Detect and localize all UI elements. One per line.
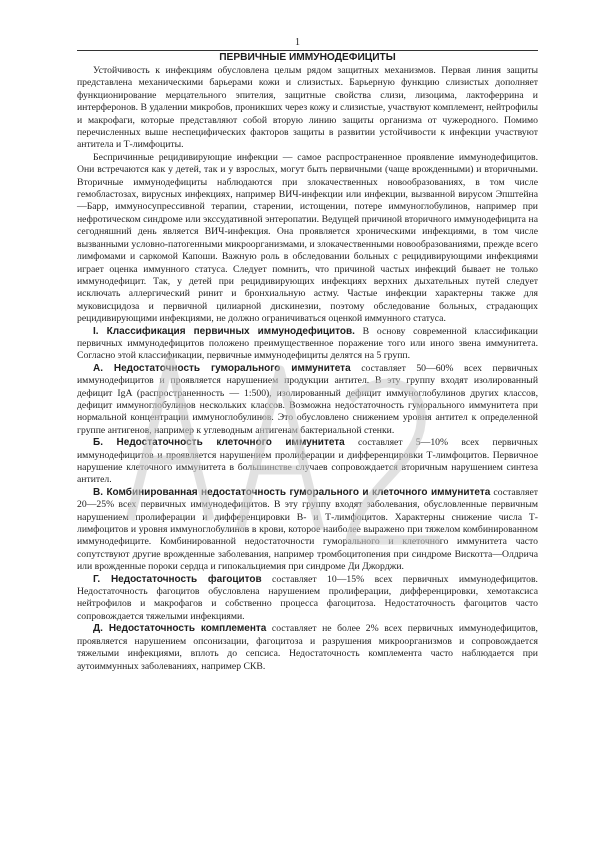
paragraph-intro: Устойчивость к инфекциям обусловлена целым рядом защитных механизмов. Первая линия защиты представлена механическими барьерами кожи и слизистых. Барьерную функцию слизистых дополняет функционирование мерцательного эпителия, защитные свойства слизи, лизоцима, лактоферрина и интерферонов. В удалении микробов, проникших через кожу и слизистые, участвуют комплемент, нейтрофилы и макрофаги, которые представляют собой вторую линию защиты организма от чужеродного. Помимо перечисленных выше неспецифических факторов защиты в развитии устойчивости к инфекции участвуют антитела и Т-лимфоциты.: [77, 65, 538, 151]
section-heading: Д. Недостаточность комплемента: [93, 623, 267, 635]
section-complement: [77, 623, 538, 673]
section-text: составляет 5—10% всех первичных иммунодефицитов и проявляется нарушением пролиферации и дифференцировки Т-лимфоцитов. Первичное нарушение клеточного иммунитета в большинстве случаев сопровождается вторичным нарушением синтеза антител.: [77, 437, 539, 486]
section-humoral: [77, 363, 538, 437]
section-heading: А. Недостаточность гуморального иммунитета: [93, 362, 351, 374]
section-text: составляет не более 2% всех первичных иммунодефицитов, проявляется нарушением опсонизации, фагоцитоза и разрушения микроорганизмов и сопровождается тяжелыми инфекциями, вплоть до сепсиса. Недостаточность комплемента часто наблюдается при аутоиммунных заболеваниях, например СКВ.: [77, 623, 538, 672]
section-heading: I. Классификация первичных иммунодефицитов.: [93, 325, 355, 337]
section-heading: Г. Недостаточность фагоцитов: [93, 573, 262, 585]
section-cellular: [77, 437, 538, 487]
section-classification: [77, 326, 538, 363]
page-number: 1: [295, 37, 300, 48]
section-heading: Б. Недостаточность клеточного иммунитета: [93, 437, 345, 449]
section-text: составляет 20—25% всех первичных иммунодефицитов. В эту группу входят заболевания, обусловленные первичным нарушением пролиферации и дифференцировки В- и Т-лимфоцитов. Характерны снижение числа Т-лимфоцитов и уровня иммуноглобулинов в крови, которое наиболее выражено при тяжелом комбинированном иммунодефиците. Комбинированной недостаточности гуморального и клеточного иммунитета часто сопутствуют другие врожденные заболевания, например тромбоцитопения при синдроме Вискотта—Олдрича или врожденные пороки сердца и гипокальциемия при синдроме Ди Джорджи.: [77, 486, 539, 573]
section-text: В основу современной классификации первичных иммунодефицитов положено преимущественное поражение того или иного звена иммунитета. Согласно этой классификации, первичные иммунодефициты делятся на 5 групп.: [77, 325, 538, 362]
page-title: ПЕРВИЧНЫЕ ИММУНОДЕФИЦИТЫ: [219, 52, 396, 63]
section-combined: [77, 487, 538, 574]
section-heading: В. Комбинированная недостаточность гуморального и клеточного иммунитета: [93, 486, 491, 498]
section-text: составляет 10—15% всех первичных иммунодефицитов. Недостаточность фагоцитов обусловлена нарушением пролиферации, дифференцировки, хемотаксиса нейтрофилов и макрофагов и собственно процесса фагоцитоза. Недостаточность фагоцитов часто сопровождается тяжелыми инфекциями.: [77, 573, 538, 622]
document-body: [77, 51, 538, 673]
section-text: составляет 50—60% всех первичных иммунодефицитов и проявляется нарушением продукции антител. В эту группу входят изолированный дефицит IgA (распространенность — 1:500), изолированный дефицит иммуноглобулинов других классов, дефицит иммуноглобулинов нескольких классов. Возможна недостаточность гуморального иммунитета при нормальной концентрации иммуноглобулинов. Это обусловлено снижением уровня антител к определенной группе антигенов, например к углеводным антигенам бактериальной стенки.: [77, 362, 539, 436]
section-phagocytes: [77, 574, 538, 624]
paragraph-recurrent-infections: Беспричинные рецидивирующие инфекции — самое распространенное проявление иммунодефицитов. Они встречаются как у детей, так и у взрослых, могут быть первичными (чаще врожденными) и вторичными. Вторичные иммунодефициты наблюдаются при злокачественных новообразованиях, в том числе гемобластозах, вирусных инфекциях, например ВИЧ-инфекции или инфекции, вызванной вирусом Эпштейна—Барр, иммуносупрессивной терапии, старении, истощении, потере иммуноглобулинов, например при нефротическом синдроме или экссудативной энтеропатии. Ведущей причиной вторичного иммунодефицита на сегодняшний день является ВИЧ-инфекция. Она проявляется хроническими инфекциями, в том числе вызванными условно-патогенными микроорганизмами, и злокачественными новообразованиями, прежде всего лимфомами и саркомой Капоши. Важную роль в обследовании больных с рецидивирующими инфекциями играет оценка иммунного статуса. Следует помнить, что причиной частых инфекций бывает не только иммунодефицит. Так, у детей при рецидивирующих инфекциях верхних дыхательных путей следует исключать аллергический ринит и бронхиальную астму. Частые инфекции характерны также для муковисцидоза и первичной цилиарной дискинезии, поэтому обследование больных, страдающих рецидивирующими инфекциями, не должно ограничиваться оценкой иммунного статуса.: [77, 151, 538, 325]
